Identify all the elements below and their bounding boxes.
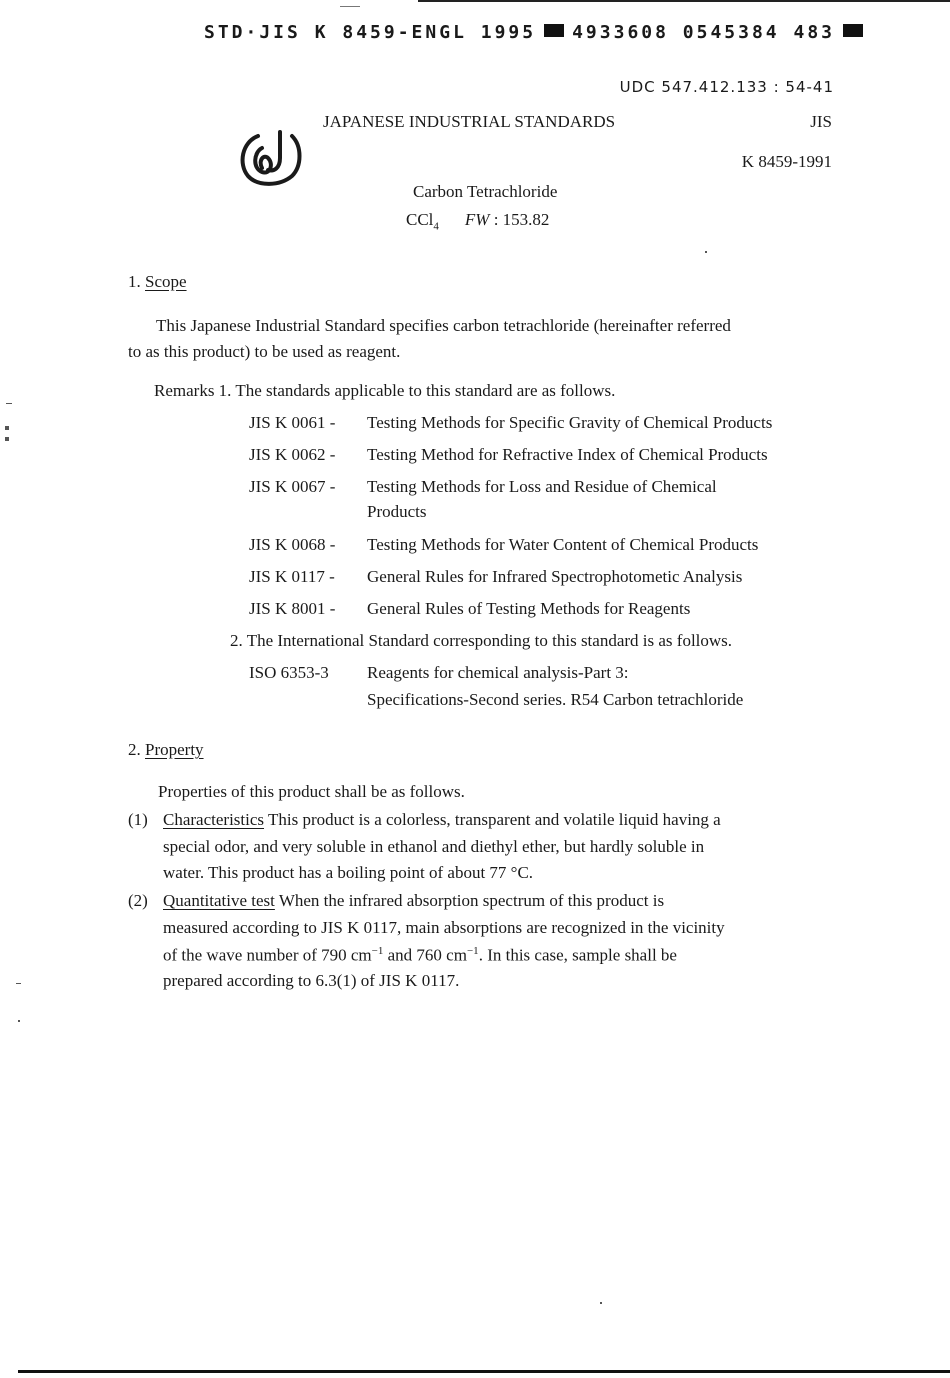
scope-heading	[128, 272, 187, 292]
ref-code: JIS K 8001 -	[249, 599, 336, 618]
standard-number: K 8459-1991	[741, 152, 832, 171]
ref-code: JIS K 0061 -	[249, 413, 336, 432]
ref-title: Testing Methods for Loss and Residue of Chemical	[367, 477, 717, 496]
ref-title: General Rules for Infrared Spectrophotometic Analysis	[367, 567, 743, 586]
bottom-rule	[18, 1370, 950, 1373]
ref-code: JIS K 0117 -	[249, 567, 335, 586]
item-line: prepared according to 6.3(1) of JIS K 0117.	[163, 971, 460, 990]
formula-main: CCl	[406, 210, 434, 229]
ref-title: Testing Methods for Water Content of Chemical Products	[367, 535, 759, 554]
superscript: −1	[466, 945, 479, 957]
header-block-mark	[544, 24, 564, 37]
scope-para-line1: This Japanese Industrial Standard specifies carbon tetrachloride (hereinafter referred	[156, 316, 731, 335]
iso-title-line1: Reagents for chemical analysis-Part 3:	[367, 663, 629, 682]
item-text: This product is a colorless, transparent and volatile liquid having a	[267, 810, 721, 829]
remark-2: 2. The International Standard corresponding to this standard is as follows.	[230, 631, 733, 650]
fw-value: : 153.82	[493, 210, 550, 229]
scope-para-line2: to as this product) to be used as reagent.	[128, 342, 401, 361]
item-number: (1)	[128, 810, 148, 829]
property-title: Property	[145, 740, 204, 759]
top-dash-mark	[340, 6, 360, 7]
jis-logo-icon	[236, 124, 306, 190]
iso-code: ISO 6353-3	[249, 663, 329, 682]
ref-code: JIS K 0062 -	[249, 445, 336, 464]
scope-title: Scope	[145, 272, 187, 291]
remarks-intro: Remarks 1. The standards applicable to this standard are as follows.	[154, 381, 616, 400]
formula-subscript: 4	[433, 220, 439, 233]
jis-label: JIS	[810, 112, 832, 131]
scan-mark	[16, 983, 21, 984]
scope-number: 1.	[128, 272, 141, 291]
item-text: of the wave number of 790 cm	[163, 945, 372, 965]
udc-number: UDC 547.412.133 : 54-41	[619, 78, 834, 96]
top-rule	[418, 0, 950, 2]
item-line: measured according to JIS K 0117, main absorptions are recognized in the vicinity	[163, 918, 725, 937]
org-title: JAPANESE INDUSTRIAL STANDARDS	[323, 112, 616, 131]
ref-title: Testing Methods for Specific Gravity of Chemical Products	[367, 413, 773, 432]
item-line	[163, 891, 664, 911]
scan-mark	[5, 437, 9, 441]
item-heading: Quantitative test	[163, 891, 275, 910]
header-code	[204, 22, 871, 43]
scan-mark	[5, 426, 9, 430]
header-code-middle: 4933608 0545384 483	[572, 22, 835, 43]
ref-title: General Rules of Testing Methods for Reagents	[367, 599, 691, 618]
ref-code: JIS K 0068 -	[249, 535, 336, 554]
item-line: water. This product has a boiling point of about 77 °C.	[163, 863, 534, 882]
superscript: −1	[371, 945, 384, 957]
header-code-prefix: STD·JIS K 8459-ENGL 1995	[204, 22, 537, 43]
iso-title-line2: Specifications-Second series. R54 Carbon tetrachloride	[367, 690, 744, 709]
item-text: When the infrared absorption spectrum of this product is	[278, 891, 665, 910]
scan-mark	[600, 1302, 602, 1304]
scan-mark	[705, 251, 707, 253]
item-text: . In this case, sample shall be	[478, 945, 677, 965]
property-heading	[128, 740, 204, 760]
item-text: and 760 cm	[387, 945, 467, 965]
scan-mark	[18, 1020, 20, 1022]
item-heading: Characteristics	[163, 810, 265, 829]
item-line	[163, 945, 677, 966]
ref-code: JIS K 0067 -	[249, 477, 336, 496]
chemical-formula	[406, 210, 549, 232]
scan-mark	[6, 403, 12, 404]
header-block-mark-end	[843, 24, 863, 37]
property-intro: Properties of this product shall be as follows.	[158, 782, 465, 801]
ref-title: Testing Method for Refractive Index of Chemical Products	[367, 445, 768, 464]
property-number: 2.	[128, 740, 141, 759]
fw-label: FW	[464, 210, 490, 229]
ref-title-continued: Products	[367, 502, 427, 521]
item-line: special odor, and very soluble in ethanol and diethyl ether, but hardly soluble in	[163, 837, 705, 856]
item-line	[163, 810, 721, 830]
chemical-name: Carbon Tetrachloride	[413, 182, 558, 201]
item-number: (2)	[128, 891, 148, 910]
